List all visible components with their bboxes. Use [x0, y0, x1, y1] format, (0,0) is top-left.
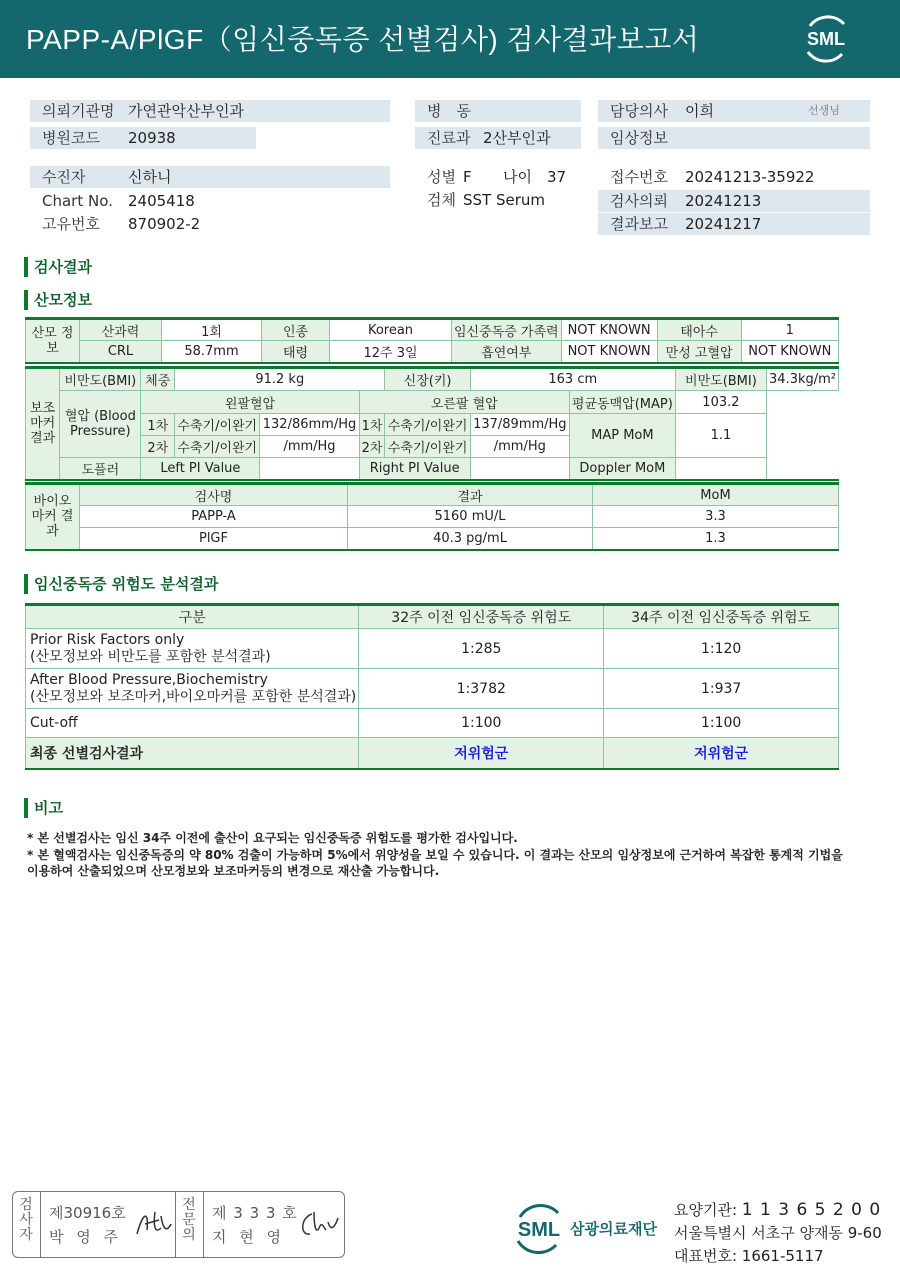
inspector-cell [41, 1192, 176, 1258]
fetus-label: 태아수 [657, 319, 741, 341]
sml-logo-icon [800, 12, 852, 64]
bio-marker-table [25, 482, 839, 551]
dmom-label: Doppler MoM [569, 458, 675, 480]
crl-value: 58.7mm [162, 341, 262, 363]
ga-label: 태령 [262, 341, 330, 363]
inspector-label: 검사자 [19, 1197, 33, 1243]
left-second-label: 2차 [141, 436, 175, 458]
fetus-value: 1 [741, 319, 838, 341]
left-bp-2: /mm/Hg [260, 436, 359, 458]
risk-cutoff-32w: 1:100 [359, 709, 604, 738]
signature-box [12, 1191, 345, 1258]
report-date-row: 결과보고 20241217 [598, 213, 870, 235]
bmi-label: 비만도(BMI) [60, 368, 141, 391]
svg-text:SML: SML [517, 1219, 561, 1241]
parity-label: 산과력 [80, 319, 162, 341]
bmi-label-2: 비만도(BMI) [675, 368, 766, 391]
ga-value: 12주 3일 [330, 341, 452, 363]
right-second-label: 2차 [359, 436, 385, 458]
bmi-value: 34.3kg/m² [767, 368, 839, 391]
maternal-group-label: 산모 정보 [26, 319, 80, 363]
mapmom-value: 1.1 [675, 414, 766, 458]
sml-foundation-logo-icon [510, 1199, 568, 1257]
section-maternal-title: 산모정보 [24, 290, 92, 310]
map-value: 103.2 [675, 391, 766, 414]
chart-row: Chart No. 2405418 [42, 192, 195, 210]
rpi-value [470, 458, 569, 480]
section-risk-title: 임신중독증 위험도 분석결과 [24, 574, 218, 594]
risk-final-32w: 저위험군 [359, 738, 604, 769]
bio-row-mom: 3.3 [593, 506, 839, 528]
specialist-signature-icon [296, 1206, 340, 1242]
aux-group-label: 보조 마커 결과 [26, 368, 60, 480]
risk-row-cutoff: Cut-off [26, 709, 359, 738]
left-bp-header: 왼팔혈압 [141, 391, 359, 414]
section-results-title: 검사결과 [24, 257, 92, 277]
smoke-value: NOT KNOWN [561, 341, 657, 363]
right-sysdia-label-2: 수축기/이완기 [385, 436, 470, 458]
doctor-row: 담당의사 이희 선생님 [598, 100, 870, 122]
bio-header-mom: MoM [593, 484, 839, 506]
height-value: 163 cm [470, 368, 675, 391]
doppler-label: 도플러 [60, 458, 141, 480]
specialist-cell [204, 1192, 345, 1258]
parity-value: 1회 [162, 319, 262, 341]
phone-row: 대표번호: 1661-5117 [674, 1247, 824, 1265]
hosp-code-row: 병원코드 20938 [30, 127, 256, 149]
right-first-label: 1차 [359, 414, 385, 436]
risk-header-category: 구분 [26, 605, 359, 629]
remarks-text [27, 830, 847, 880]
left-sysdia-label: 수축기/이완기 [175, 414, 260, 436]
inspector-number: 제30916호 [49, 1204, 126, 1222]
left-sysdia-label-2: 수축기/이완기 [175, 436, 260, 458]
right-sysdia-label: 수축기/이완기 [385, 414, 470, 436]
risk-prior-32w: 1:285 [359, 629, 604, 669]
req-org-row: 의뢰기관명 가연관악산부인과 [30, 100, 390, 122]
rpi-label: Right PI Value [359, 458, 470, 480]
family-label: 임신중독증 가족력 [452, 319, 562, 341]
specimen-row: 검체 SST Serum [427, 191, 546, 209]
risk-row-after: After Blood Pressure,Biochemistry (산모정보와 보조마커,바이오마커를 포함한 분석결과) [26, 669, 359, 709]
risk-final-34w: 저위험군 [604, 738, 839, 769]
patient-row: 수진자 신하니 [30, 166, 390, 188]
specialist-label-cell [176, 1192, 204, 1258]
left-bp-1: 132/86mm/Hg [260, 414, 359, 436]
inspector-label-cell [13, 1192, 41, 1258]
race-value: Korean [330, 319, 452, 341]
uid-row: 고유번호 870902-2 [42, 215, 201, 233]
address: 서울특별시 서초구 양재동 9-60 [674, 1224, 882, 1242]
remark-line-1: * 본 선별검사는 임신 34주 이전에 출산이 요구되는 임신중독증 위험도를 평가한 검사입니다. [27, 831, 518, 845]
remark-line-2: * 본 혈액검사는 임신중독증의 약 80% 검출이 가능하며 5%에서 위양성을 보일 수 있습니다. 이 결과는 산모의 임상정보에 근거하여 복잡한 통계적 기법을 이용하여 산출되었으며 산모정보와 보조마커등의 변경으로 재산출 가능합니다. [27, 847, 843, 878]
specialist-name: 지 현 영 [212, 1228, 286, 1246]
bio-row-result: 5160 mU/L [348, 506, 593, 528]
risk-after-32w: 1:3782 [359, 669, 604, 709]
bio-group-label: 바이오 마커 결과 [26, 484, 80, 550]
risk-header-34w: 34주 이전 임신중독증 위험도 [604, 605, 839, 629]
mapmom-label: MAP MoM [569, 414, 675, 458]
facility-code-row: 요양기관: 1 1 3 6 5 2 0 0 [674, 1200, 882, 1220]
bp-label: 혈압 (Blood Pressure) [60, 391, 141, 458]
inspector-signature-icon [133, 1206, 175, 1242]
ward-row: 병 동 [415, 100, 581, 122]
req-date-row: 검사의뢰 20241213 [598, 190, 870, 212]
weight-label: 체중 [141, 368, 175, 391]
smoke-label: 흡연여부 [452, 341, 562, 363]
bio-row-mom: 1.3 [593, 528, 839, 550]
crl-label: CRL [80, 341, 162, 363]
right-bp-1: 137/89mm/Hg [470, 414, 569, 436]
family-value: NOT KNOWN [561, 319, 657, 341]
risk-row-prior: Prior Risk Factors only (산모정보와 비만도를 포함한 분석결과) [26, 629, 359, 669]
report-header [0, 0, 900, 78]
clinical-row: 임상정보 [598, 127, 870, 149]
risk-table [25, 603, 839, 770]
htn-value: NOT KNOWN [741, 341, 838, 363]
aux-marker-table [25, 366, 839, 481]
right-bp-header: 오른팔 혈압 [359, 391, 569, 414]
risk-prior-34w: 1:120 [604, 629, 839, 669]
risk-cutoff-34w: 1:100 [604, 709, 839, 738]
risk-header-32w: 32주 이전 임신중독증 위험도 [359, 605, 604, 629]
org-name: 삼광의료재단 [570, 1220, 657, 1238]
bio-header-name: 검사명 [80, 484, 348, 506]
bio-row-name: PAPP-A [80, 506, 348, 528]
section-remarks-title: 비고 [24, 798, 63, 818]
htn-label: 만성 고혈압 [657, 341, 741, 363]
bio-header-result: 결과 [348, 484, 593, 506]
dmom-value [675, 458, 766, 480]
maternal-table [25, 317, 839, 364]
dept-row: 진료과 2산부인과 [415, 127, 581, 149]
left-first-label: 1차 [141, 414, 175, 436]
specialist-label: 전문의 [182, 1197, 196, 1243]
race-label: 인종 [262, 319, 330, 341]
inspector-name: 박 영 주 [49, 1228, 123, 1246]
svg-text:SML: SML [807, 29, 845, 49]
risk-after-34w: 1:937 [604, 669, 839, 709]
report-title: PAPP-A/PlGF（임신중독증 선별검사) 검사결과보고서 [26, 24, 700, 55]
specialist-number: 제 3 3 3 호 [212, 1204, 298, 1222]
right-bp-2: /mm/Hg [470, 436, 569, 458]
risk-row-final: 최종 선별검사결과 [26, 738, 359, 769]
weight-value: 91.2 kg [175, 368, 385, 391]
lpi-value [260, 458, 359, 480]
sex-age-row: 성별 F 나이 37 [427, 168, 567, 186]
receipt-row: 접수번호 20241213-35922 [610, 168, 815, 186]
bio-row-result: 40.3 pg/mL [348, 528, 593, 550]
map-label: 평균동맥압(MAP) [569, 391, 675, 414]
bio-row-name: PlGF [80, 528, 348, 550]
height-label: 신장(키) [385, 368, 470, 391]
lpi-label: Left PI Value [141, 458, 260, 480]
